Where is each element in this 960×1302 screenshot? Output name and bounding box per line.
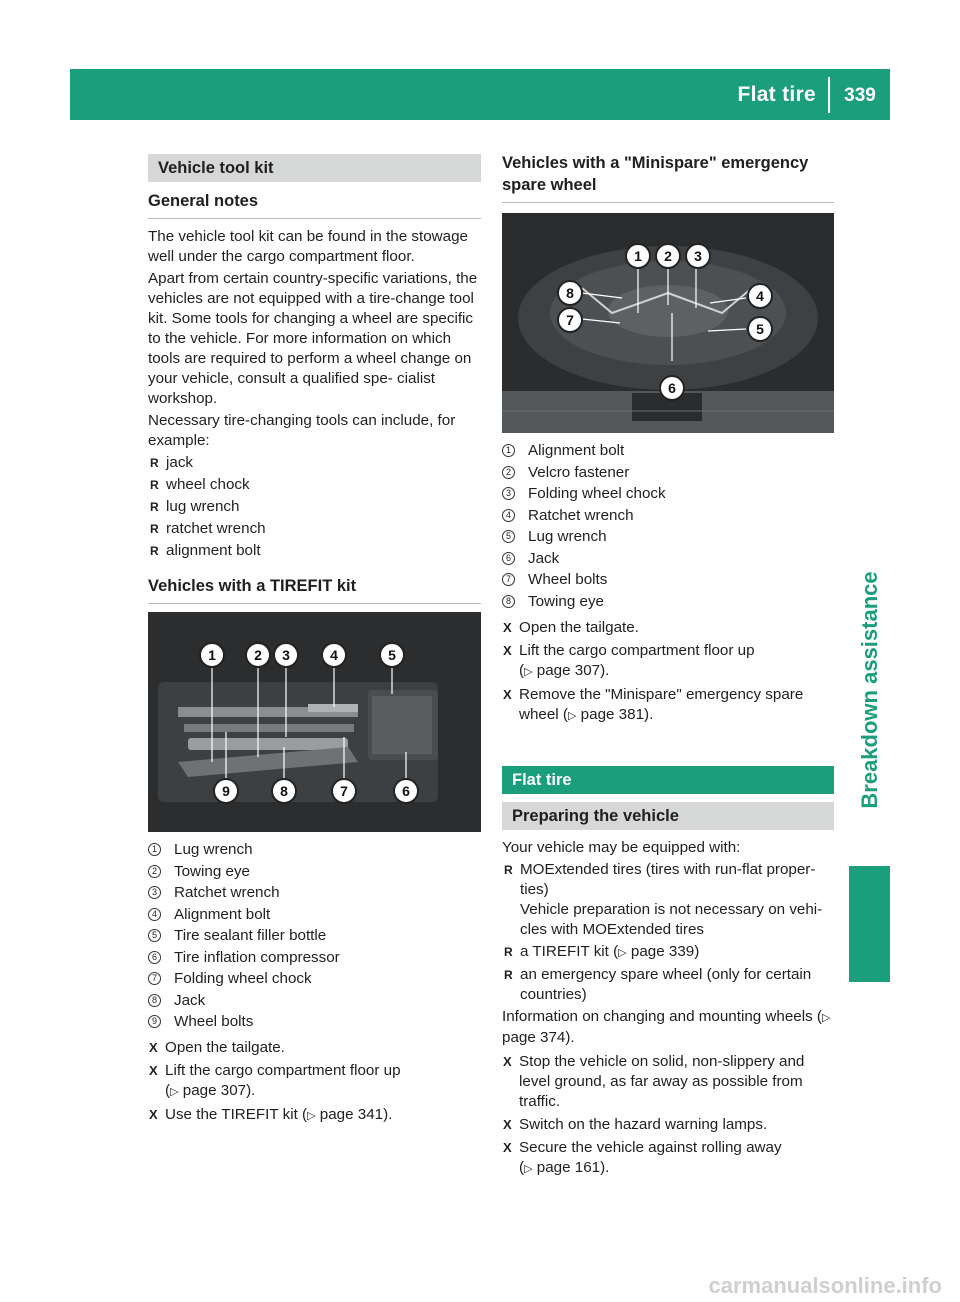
legend-item: 9 Wheel bolts <box>148 1012 481 1032</box>
page-reference-link[interactable]: page 341). <box>319 1106 393 1123</box>
section-bar-flat-tire: Flat tire <box>502 766 834 794</box>
legend-item: 5 Lug wrench <box>502 527 834 547</box>
list-item: R an emergency spare wheel (only for certain countries) <box>502 965 834 1005</box>
legend-item: 8 Towing eye <box>502 592 834 612</box>
legend-item: 6 Tire inflation compressor <box>148 948 481 968</box>
legend-item: 7 Folding wheel chock <box>148 969 481 989</box>
step-item: X Lift the cargo compartment floor up (▷ page 307). <box>148 1061 481 1102</box>
list-item: R ratchet wrench <box>148 519 481 539</box>
side-tab <box>848 560 892 820</box>
right-column <box>502 152 834 1182</box>
section-bar-preparing-vehicle: Preparing the vehicle <box>502 802 834 830</box>
legend-item: 2 Velcro fastener <box>502 463 834 483</box>
list-item: R a TIREFIT kit (▷ page 339) <box>502 942 834 963</box>
legend-item: 2 Towing eye <box>148 862 481 882</box>
paragraph: Necessary tire-changing tools can include, for example: <box>148 412 456 449</box>
list-item: R wheel chock <box>148 475 481 495</box>
legend-item: 1 Alignment bolt <box>502 441 834 461</box>
section-bar-vehicle-tool-kit: Vehicle tool kit <box>148 154 481 182</box>
chapter-title: Flat tire <box>737 83 816 106</box>
page-reference-link[interactable]: page 161). <box>536 1158 610 1176</box>
step-item: X Switch on the hazard warning lamps. <box>502 1115 834 1135</box>
list-item: R lug wrench <box>148 497 481 517</box>
paragraph: Information on changing and mounting wheels (▷ page 374). <box>502 1007 831 1046</box>
side-tab-marker <box>849 866 890 982</box>
tool-bullet-list <box>148 453 481 561</box>
side-tab-label: Breakdown assistance <box>857 571 882 809</box>
step-item: X Stop the vehicle on solid, non-slippery and level ground, as far away as possible from traffic. <box>502 1052 834 1112</box>
step-item: X Use the TIREFIT kit (▷ page 341). <box>148 1105 481 1126</box>
legend-item: 8 Jack <box>148 991 481 1011</box>
callout-5: 5 <box>379 642 405 668</box>
minispare-legend <box>502 441 834 612</box>
legend-item: 3 Folding wheel chock <box>502 484 834 504</box>
paragraph: The vehicle tool kit can be found in the stowage well under the cargo compartment floor. <box>148 228 468 265</box>
heading-minispare: Vehicles with a "Minispare" emergency spare wheel <box>502 152 834 203</box>
paragraph: Apart from certain country-specific variations, the vehicles are not equipped with a tire-change tool kit. Some tools for changing a wheel are specific to the vehicle. For more information on which tools are required to perform a wheel change on your vehicle, consult a qualified spe- cialist workshop. <box>148 270 478 407</box>
step-item: X Remove the "Minispare" emergency spare wheel (▷ page 381). <box>502 685 834 726</box>
callout-8: 8 <box>557 280 583 306</box>
page-header <box>70 69 890 120</box>
page-reference-link[interactable]: page 307). <box>536 661 610 679</box>
paragraph: Your vehicle may be equipped with: <box>502 838 741 856</box>
step-item: X Open the tailgate. <box>148 1038 481 1058</box>
legend-item: 1 Lug wrench <box>148 840 481 860</box>
legend-item: 3 Ratchet wrench <box>148 883 481 903</box>
minispare-steps <box>502 618 834 726</box>
list-item: R MOExtended tires (tires with run-flat proper- ties) Vehicle preparation is not necessary on vehi- cles with MOExtended tires <box>502 860 834 940</box>
callout-2: 2 <box>655 243 681 269</box>
minispare-photo <box>502 213 834 433</box>
callout-8: 8 <box>271 778 297 804</box>
list-item: R jack <box>148 453 481 473</box>
equipment-bullet-list <box>502 860 834 1005</box>
watermark: carmanualsonline.info <box>708 1273 942 1298</box>
callout-1: 1 <box>199 642 225 668</box>
legend-item: 4 Ratchet wrench <box>502 506 834 526</box>
callout-7: 7 <box>331 778 357 804</box>
callout-4: 4 <box>747 283 773 309</box>
legend-item: 4 Alignment bolt <box>148 905 481 925</box>
step-item: X Open the tailgate. <box>502 618 834 638</box>
callout-1: 1 <box>625 243 651 269</box>
tirefit-steps <box>148 1038 481 1126</box>
step-item: X Lift the cargo compartment floor up (▷ page 307). <box>502 641 834 682</box>
legend-item: 7 Wheel bolts <box>502 570 834 590</box>
callout-3: 3 <box>273 642 299 668</box>
page-reference-link[interactable]: page 381). <box>580 705 654 723</box>
left-column <box>148 154 481 1129</box>
page-reference-link[interactable]: page 339) <box>630 942 700 960</box>
tirefit-photo-drawing <box>148 612 481 832</box>
callout-6: 6 <box>393 778 419 804</box>
callout-4: 4 <box>321 642 347 668</box>
heading-tirefit-kit: Vehicles with a TIREFIT kit <box>148 575 481 604</box>
callout-6: 6 <box>659 375 685 401</box>
callout-9: 9 <box>213 778 239 804</box>
heading-general-notes: General notes <box>148 190 481 219</box>
tirefit-legend <box>148 840 481 1032</box>
list-item: R alignment bolt <box>148 541 481 561</box>
tirefit-kit-photo <box>148 612 481 832</box>
callout-2: 2 <box>245 642 271 668</box>
page-reference-link[interactable]: page 307). <box>182 1082 256 1099</box>
page-number: 339 <box>844 85 876 106</box>
legend-item: 6 Jack <box>502 549 834 569</box>
callout-7: 7 <box>557 307 583 333</box>
legend-item: 5 Tire sealant filler bottle <box>148 926 481 946</box>
callout-5: 5 <box>747 316 773 342</box>
preparing-steps <box>502 1052 834 1179</box>
callout-3: 3 <box>685 243 711 269</box>
step-item: X Secure the vehicle against rolling away (▷ page 161). <box>502 1138 834 1179</box>
page-reference-link[interactable]: page 374). <box>502 1028 575 1046</box>
